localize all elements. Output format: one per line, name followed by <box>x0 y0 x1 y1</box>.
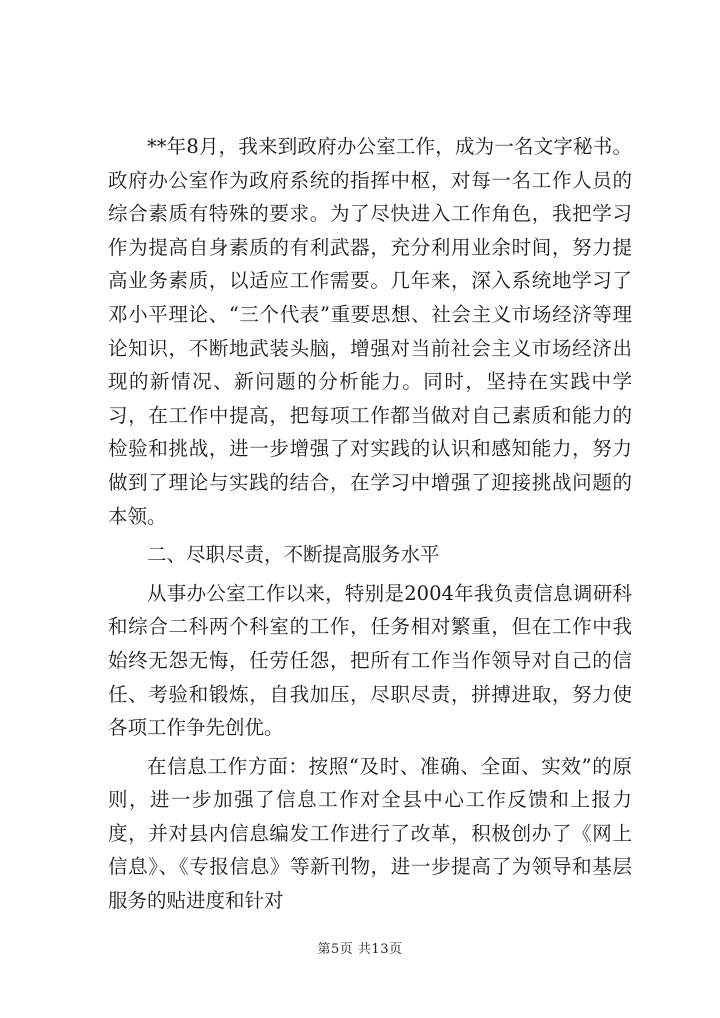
paragraph-study: **年8月，我来到政府办公室工作，成为一名文字秘书。政府办公室作为政府系统的指挥中枢，对每一名工作人员的综合素质有特殊的要求。为了尽快进入工作角色，我把学习作为提高自身素质的有利武器，充分利用业余时间，努力提高业务素质，以适应工作需要。几年来，深入系统地学习了邓小平理论、“三个代表”重要思想、社会主义市场经济等理论知识，不断地武装头脑，增强对当前社会主义市场经济出现的新情况、新问题的分析能力。同时，坚持在实践中学习，在工作中提高，把每项工作都当做对自己素质和能力的检验和挑战，进一步增强了对实践的认识和感知能力，努力做到了理论与实践的结合，在学习中增强了迎接挑战问题的本领。 <box>108 135 632 528</box>
document-body <box>108 130 632 918</box>
page-footer: 第5页 共13页 <box>317 942 403 957</box>
paragraph-duties: 从事办公室工作以来，特别是2004年我负责信息调研科和综合二科两个科室的工作，任务相对繁重，但在工作中我始终无怨无悔，任劳任怨，把所有工作当作领导对自己的信任、考验和锻炼，自我加压，尽职尽责，拼搏进取，努力使各项工作争先创优。 <box>108 581 632 740</box>
paragraph-information-work: 在信息工作方面：按照“及时、准确、全面、实效”的原则，进一步加强了信息工作对全县中心工作反馈和上报力度，并对县内信息编发工作进行了改革，积极创办了《网上信息》、《专报信息》等新刊物，进一步提高了为领导和基层服务的贴进度和针对 <box>108 754 632 913</box>
section-heading: 二、尽职尽责，不断提高服务水平 <box>147 543 440 567</box>
